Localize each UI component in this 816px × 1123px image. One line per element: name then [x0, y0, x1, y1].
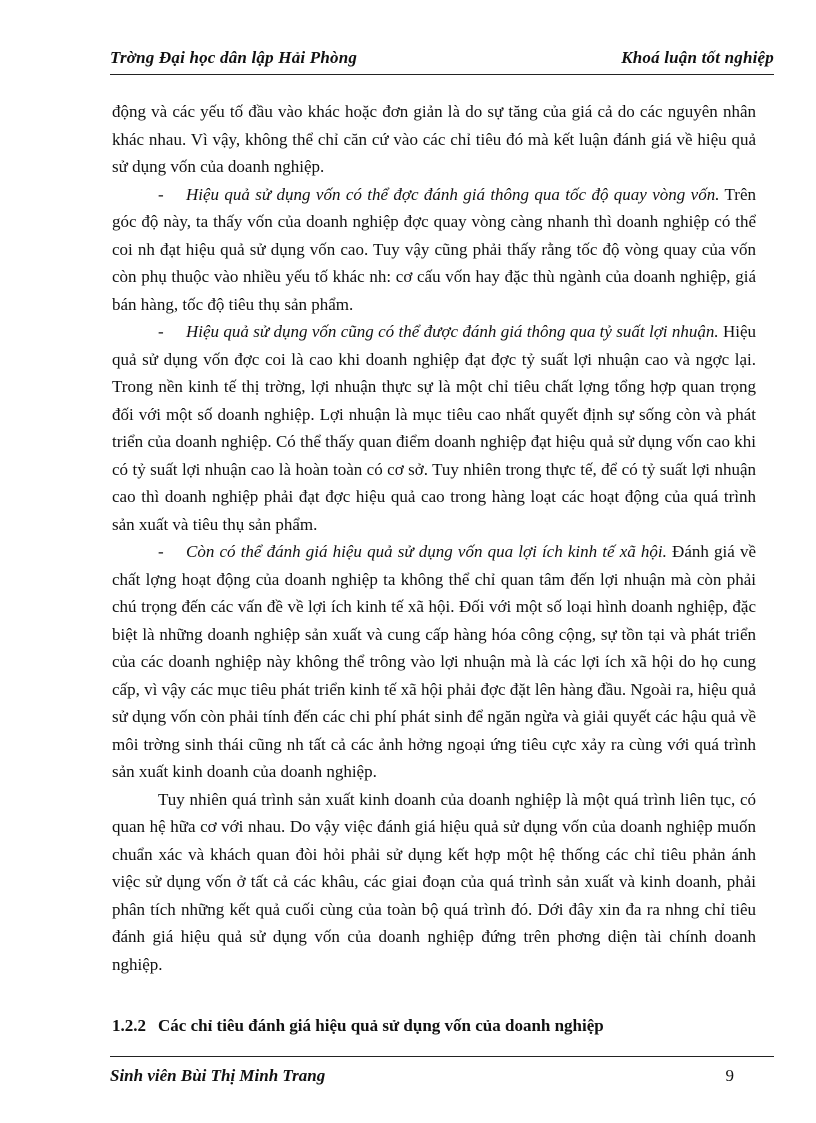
bullet-capital-turnover	[112, 181, 756, 319]
paragraph-intro: động và các yếu tố đầu vào khác hoặc đơn giản là do sự tăng của giá cả do các nguyên nhân khác nhau. Vì vậy, không thể chỉ căn cứ vào các chỉ tiêu đó mà kết luận đánh giá về hiệu quả sử dụng vốn của doanh nghiệp.	[112, 102, 756, 176]
bullet-socio-economic	[112, 538, 756, 786]
bullet-italic-lead: Còn có thể đánh giá hiệu quả sử dụng vốn qua lợi ích kinh tế xã hội.	[186, 542, 667, 561]
bullet-profit-rate	[112, 318, 756, 538]
footer-student-name: Sinh viên Bùi Thị Minh Trang	[110, 1066, 326, 1085]
document-body	[112, 98, 756, 978]
bullet-dash: -	[158, 184, 164, 204]
section-heading	[112, 1016, 604, 1036]
page-header	[110, 48, 774, 74]
bullet-dash: -	[158, 542, 164, 561]
page-number: 9	[725, 1066, 734, 1085]
bullet-text: Hiệu quả sử dụng vốn đợc coi là cao khi doanh nghiệp đạt đợc tỷ suất lợi nhuận cao và ngợc lại. Trong nền kinh tế thị trờng, lợi nhuận thực sự là một chỉ tiêu chất lợng tổng hợp quan trọng đối với một số doanh nghiệp. Lợi nhuận là mục tiêu cao nhất quyết định sự sống còn và phát triển của doanh nghiệp. Có thể thấy quan điểm doanh nghiệp đạt hiệu quả sử dụng vốn cao khi có tỷ suất lợi nhuận cao là hoàn toàn có cơ sở. Tuy nhiên trong thực tế, để có tỷ suất lợi nhuận cao thì doanh nghiệp phải đạt đợc hiệu quả cao trong hàng loạt các hoạt động của quá trình sản xuất và tiêu thụ sản phẩm.	[112, 322, 757, 534]
header-divider	[110, 74, 774, 75]
header-document-type: Khoá luận tốt nghiệp	[621, 48, 774, 67]
bullet-italic-lead: Hiệu quả sử dụng vốn cũng có thể được đánh giá thông qua tỷ suất lợi nhuận.	[186, 322, 719, 341]
bullet-text: Trên góc độ này, ta thấy vốn của doanh nghiệp đợc quay vòng càng nhanh thì doanh nghiệp có thể coi nh đạt hiệu quả sử dụng vốn cao. Tuy vậy cũng phải thấy rằng tốc độ vòng quay của vốn còn phụ thuộc vào nhiều yếu tố khác nh: cơ cấu vốn hay đặc thù ngành của doanh nghiệp, giá bán hàng, tốc độ tiêu thụ sản phẩm.	[112, 184, 757, 314]
footer-divider	[110, 1056, 774, 1057]
section-number: 1.2.2	[112, 1016, 146, 1035]
bullet-text: Đánh giá về chất lợng hoạt động của doanh nghiệp ta không thể chỉ quan tâm đến lợi nhuận mà còn phải chú trọng đến các vấn đề về lợi ích kinh tế xã hội. Đối với một số loại hình doanh nghiệp, đặc biệt là những doanh nghiệp sản xuất và cung cấp hàng hóa công cộng, sự tồn tại và phát triển của các doanh nghiệp này không thể trông vào lợi nhuận mà là các lợi ích xã hội do họ cung cấp, vì vậy các mục tiêu phát triển kinh tế xã hội phải đợc đặt lên hàng đầu. Ngoài ra, hiệu quả sử dụng vốn còn phải tính đến các chi phí phát sinh để ngăn ngừa và giải quyết các hậu quả về môi trờng sinh thái cũng nh tất cả các ảnh hởng ngoại ứng tiêu cực xảy ra cùng với quá trình sản xuất kinh doanh của doanh nghiệp.	[112, 542, 757, 781]
bullet-italic-lead: Hiệu quả sử dụng vốn có thể đợc đánh giá thông qua tốc độ quay vòng vốn.	[186, 184, 720, 204]
section-title: Các chỉ tiêu đánh giá hiệu quả sử dụng vốn của doanh nghiệp	[158, 1016, 604, 1035]
bullet-dash: -	[158, 322, 164, 341]
page-footer	[110, 1066, 774, 1092]
header-school-name: Trờng Đại học dân lập Hải Phòng	[110, 48, 358, 67]
paragraph-conclusion: Tuy nhiên quá trình sản xuất kinh doanh của doanh nghiệp là một quá trình liên tục, có quan hệ hữa cơ với nhau. Do vậy việc đánh giá hiệu quả sử dụng vốn của doanh nghiệp muốn chuẩn xác và khách quan đòi hỏi phải sử dụng kết hợp một hệ thống các chỉ tiêu phản ánh việc sử dụng vốn ở tất cả các khâu, các giai đoạn của quá trình sản xuất và kinh doanh, phải phân tích những kết quả cuối cùng của toàn bộ quá trình đó. Dới đây xin đa ra nhng chỉ tiêu đánh giá hiệu quả sử dụng vốn của doanh nghiệp đứng trên phơng diện tài chính doanh nghiệp.	[112, 789, 756, 974]
